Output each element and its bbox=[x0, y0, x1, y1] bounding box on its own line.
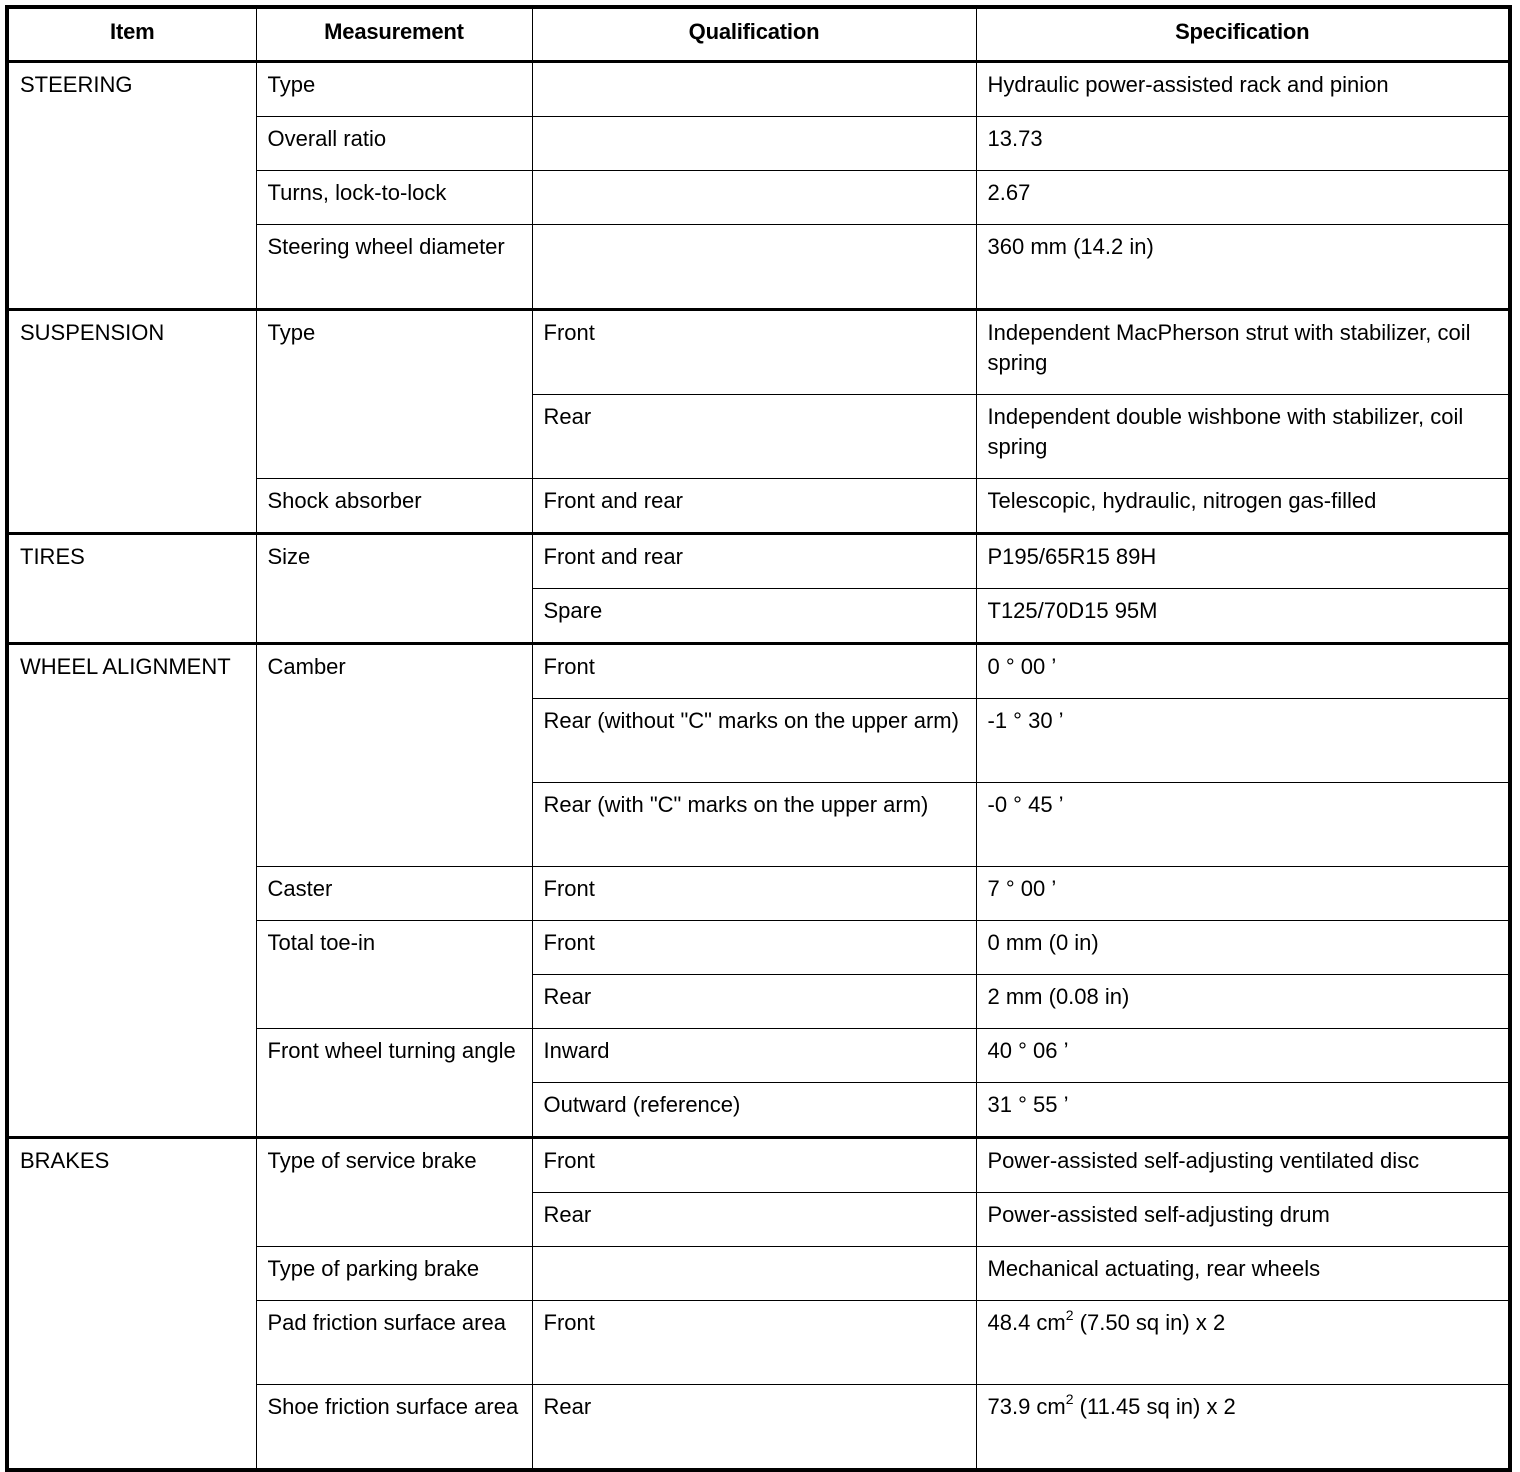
table-row bbox=[7, 62, 1510, 117]
measurement-cell: Turns, lock-to-lock bbox=[256, 171, 532, 225]
measurement-cell: Camber bbox=[256, 644, 532, 867]
specification-cell: Hydraulic power-assisted rack and pinion bbox=[976, 62, 1510, 117]
spec-value: 73.9 cm bbox=[987, 1394, 1066, 1419]
spec-value: 48.4 cm bbox=[987, 1310, 1066, 1335]
measurement-cell: Shoe friction surface area bbox=[256, 1385, 532, 1471]
qualification-cell bbox=[532, 117, 976, 171]
qualification-cell: Spare bbox=[532, 589, 976, 644]
specification-cell: 40 ° 06 ’ bbox=[976, 1029, 1510, 1083]
specification-cell: -0 ° 45 ’ bbox=[976, 783, 1510, 867]
header-item: Item bbox=[7, 7, 256, 62]
specification-cell: 2.67 bbox=[976, 171, 1510, 225]
measurement-cell: Type bbox=[256, 310, 532, 479]
item-suspension: SUSPENSION bbox=[7, 310, 256, 534]
measurement-cell: Size bbox=[256, 534, 532, 644]
spec-rest: (11.45 sq in) x 2 bbox=[1073, 1394, 1236, 1419]
qualification-cell: Rear bbox=[532, 1193, 976, 1247]
item-steering: STEERING bbox=[7, 62, 256, 310]
qualification-cell bbox=[532, 62, 976, 117]
item-tires: TIRES bbox=[7, 534, 256, 644]
item-brakes: BRAKES bbox=[7, 1138, 256, 1471]
qualification-cell: Rear (without "C" marks on the upper arm) bbox=[532, 699, 976, 783]
specification-cell: 360 mm (14.2 in) bbox=[976, 225, 1510, 310]
specification-cell: -1 ° 30 ’ bbox=[976, 699, 1510, 783]
specification-cell: Independent MacPherson strut with stabilizer, coil spring bbox=[976, 310, 1510, 395]
table-row bbox=[7, 534, 1510, 589]
header-specification: Specification bbox=[976, 7, 1510, 62]
specification-cell: 13.73 bbox=[976, 117, 1510, 171]
measurement-cell: Type of parking brake bbox=[256, 1247, 532, 1301]
qualification-cell: Rear bbox=[532, 1385, 976, 1471]
qualification-cell: Front bbox=[532, 1138, 976, 1193]
measurement-cell: Pad friction surface area bbox=[256, 1301, 532, 1385]
specification-cell: P195/65R15 89H bbox=[976, 534, 1510, 589]
header-measurement: Measurement bbox=[256, 7, 532, 62]
qualification-cell bbox=[532, 1247, 976, 1301]
qualification-cell: Front bbox=[532, 867, 976, 921]
specification-cell bbox=[976, 1301, 1510, 1385]
header-row bbox=[7, 7, 1510, 62]
specification-cell: Independent double wishbone with stabilizer, coil spring bbox=[976, 395, 1510, 479]
measurement-cell: Shock absorber bbox=[256, 479, 532, 534]
measurement-cell: Type bbox=[256, 62, 532, 117]
qualification-cell: Outward (reference) bbox=[532, 1083, 976, 1138]
specification-cell: Mechanical actuating, rear wheels bbox=[976, 1247, 1510, 1301]
qualification-cell: Front bbox=[532, 921, 976, 975]
qualification-cell bbox=[532, 225, 976, 310]
header-qualification: Qualification bbox=[532, 7, 976, 62]
measurement-cell: Overall ratio bbox=[256, 117, 532, 171]
qualification-cell: Front and rear bbox=[532, 479, 976, 534]
specification-cell: 31 ° 55 ’ bbox=[976, 1083, 1510, 1138]
specification-cell: 0 mm (0 in) bbox=[976, 921, 1510, 975]
specification-cell: 2 mm (0.08 in) bbox=[976, 975, 1510, 1029]
qualification-cell bbox=[532, 171, 976, 225]
table-row bbox=[7, 310, 1510, 395]
specification-cell: 7 ° 00 ’ bbox=[976, 867, 1510, 921]
measurement-cell: Type of service brake bbox=[256, 1138, 532, 1247]
measurement-cell: Total toe-in bbox=[256, 921, 532, 1029]
qualification-cell: Front bbox=[532, 1301, 976, 1385]
specification-cell: 0 ° 00 ’ bbox=[976, 644, 1510, 699]
measurement-cell: Steering wheel diameter bbox=[256, 225, 532, 310]
qualification-cell: Front and rear bbox=[532, 534, 976, 589]
measurement-cell: Front wheel turning angle bbox=[256, 1029, 532, 1138]
superscript: 2 bbox=[1065, 1307, 1074, 1323]
qualification-cell: Rear bbox=[532, 975, 976, 1029]
item-wheel-alignment: WHEEL ALIGNMENT bbox=[7, 644, 256, 1138]
qualification-cell: Inward bbox=[532, 1029, 976, 1083]
specification-cell: Telescopic, hydraulic, nitrogen gas-filled bbox=[976, 479, 1510, 534]
qualification-cell: Front bbox=[532, 644, 976, 699]
specification-cell: Power-assisted self-adjusting drum bbox=[976, 1193, 1510, 1247]
table-row bbox=[7, 1138, 1510, 1193]
specification-cell: Power-assisted self-adjusting ventilated disc bbox=[976, 1138, 1510, 1193]
measurement-cell: Caster bbox=[256, 867, 532, 921]
specification-cell: T125/70D15 95M bbox=[976, 589, 1510, 644]
spec-rest: (7.50 sq in) x 2 bbox=[1073, 1310, 1226, 1335]
qualification-cell: Rear bbox=[532, 395, 976, 479]
specification-cell bbox=[976, 1385, 1510, 1471]
qualification-cell: Front bbox=[532, 310, 976, 395]
specifications-table bbox=[5, 5, 1512, 1472]
qualification-cell: Rear (with "C" marks on the upper arm) bbox=[532, 783, 976, 867]
table-row bbox=[7, 644, 1510, 699]
superscript: 2 bbox=[1065, 1391, 1074, 1407]
